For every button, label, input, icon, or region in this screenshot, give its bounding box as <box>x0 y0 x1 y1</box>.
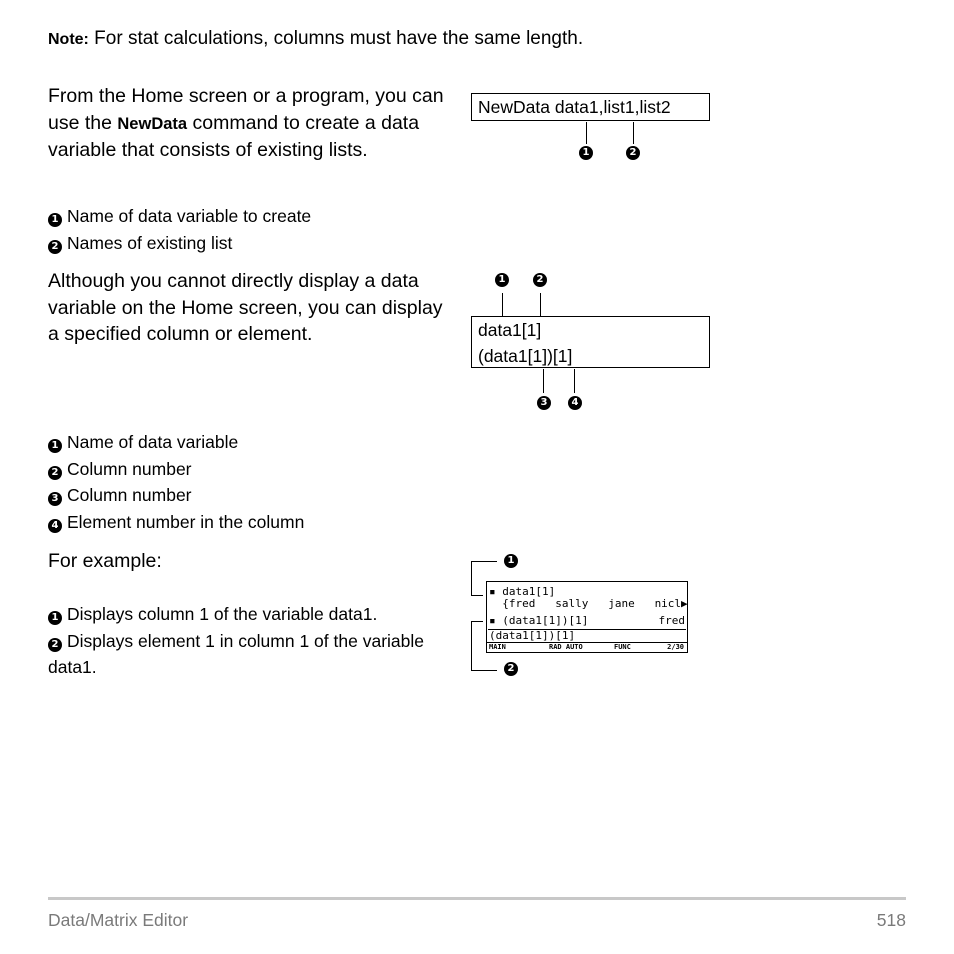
callout-text: Name of data variable <box>67 432 239 452</box>
callout-marker-4: 4 <box>568 396 582 410</box>
display-line-1: data1[1] <box>478 320 542 340</box>
callout-marker-1: 1 <box>579 146 593 160</box>
callout-line <box>633 122 634 144</box>
status-history: 2/30 <box>667 643 684 651</box>
callout-line <box>574 369 575 393</box>
history-result-1: {fred sally jane nicl▶ <box>489 597 688 610</box>
example-label: For example: <box>48 550 162 572</box>
history-entry-1: ▪ data1[1] <box>489 585 556 598</box>
callout-text: Column number <box>67 458 192 479</box>
footer-divider <box>48 897 906 900</box>
bracket-line <box>471 621 483 622</box>
entry-line[interactable]: (data1[1])[1] <box>489 629 576 642</box>
newdata-example-text: NewData data1,list1,list2 <box>478 97 671 117</box>
callout-line <box>540 293 541 316</box>
history-entry-2: ▪ (data1[1])[1] <box>489 614 589 627</box>
callout-marker: 3 <box>48 492 62 506</box>
callout-marker: 4 <box>48 519 62 533</box>
callout-text: Element number in the column <box>67 511 305 532</box>
status-bar <box>487 642 687 652</box>
callout-text: Names of existing list <box>67 232 233 253</box>
bracket-line <box>471 561 472 595</box>
list-item <box>48 230 311 257</box>
callout-line <box>543 369 544 393</box>
callout-list-example <box>48 601 428 681</box>
list-item <box>48 429 304 456</box>
callout-marker-2: 2 <box>533 273 547 287</box>
callout-list-display <box>48 429 304 535</box>
callout-text: Displays column 1 of the variable data1. <box>67 604 378 624</box>
callout-marker-1: 1 <box>495 273 509 287</box>
history-result-2: fred <box>658 614 685 627</box>
list-item <box>48 628 428 681</box>
note-label: Note: <box>48 31 89 48</box>
newdata-command: NewData <box>117 114 188 133</box>
callout-marker-2: 2 <box>626 146 640 160</box>
newdata-example-box <box>471 93 710 121</box>
display-example-box <box>471 316 710 368</box>
page-number: 518 <box>876 910 906 930</box>
callout-list-newdata <box>48 203 311 256</box>
callout-marker-3: 3 <box>537 396 551 410</box>
bracket-line <box>471 621 472 670</box>
callout-marker: 1 <box>48 213 62 227</box>
callout-text: Displays element 1 in column 1 of the variable data1. <box>48 630 424 677</box>
display-line-2: (data1[1])[1] <box>478 346 573 366</box>
callout-marker: 2 <box>48 466 62 480</box>
list-item <box>48 482 304 509</box>
callout-line <box>586 122 587 144</box>
bracket-line <box>471 595 483 596</box>
callout-text: Name of data variable to create <box>67 206 312 226</box>
footer-title: Data/Matrix Editor <box>48 910 189 930</box>
list-item <box>48 203 311 230</box>
calculator-screen <box>486 581 688 653</box>
note <box>48 28 583 50</box>
bracket-line <box>471 561 497 562</box>
callout-marker: 1 <box>48 611 62 625</box>
para1-text-after: command to create a data variable that consists of existing lists. <box>48 111 420 161</box>
callout-text: Column number <box>67 485 192 505</box>
callout-line <box>502 293 503 316</box>
callout-marker: 2 <box>48 638 62 652</box>
status-angle: RAD AUTO <box>549 643 583 651</box>
callout-marker: 2 <box>48 240 62 254</box>
status-graph: FUNC <box>614 643 631 651</box>
status-mode: MAIN <box>489 643 506 651</box>
list-item <box>48 601 428 628</box>
para1-text-before: From the Home screen or a program, you can use the <box>48 85 444 134</box>
display-paragraph: Although you cannot directly display a data variable on the Home screen, you can display a specified column or element. <box>48 270 443 345</box>
callout-marker: 1 <box>48 439 62 453</box>
callout-marker-1: 1 <box>504 554 518 568</box>
callout-marker-2: 2 <box>504 662 518 676</box>
list-item <box>48 456 304 483</box>
bracket-line <box>471 670 497 671</box>
note-text: For stat calculations, columns must have the same length. <box>88 28 584 49</box>
list-item <box>48 509 304 536</box>
newdata-paragraph <box>48 83 458 164</box>
